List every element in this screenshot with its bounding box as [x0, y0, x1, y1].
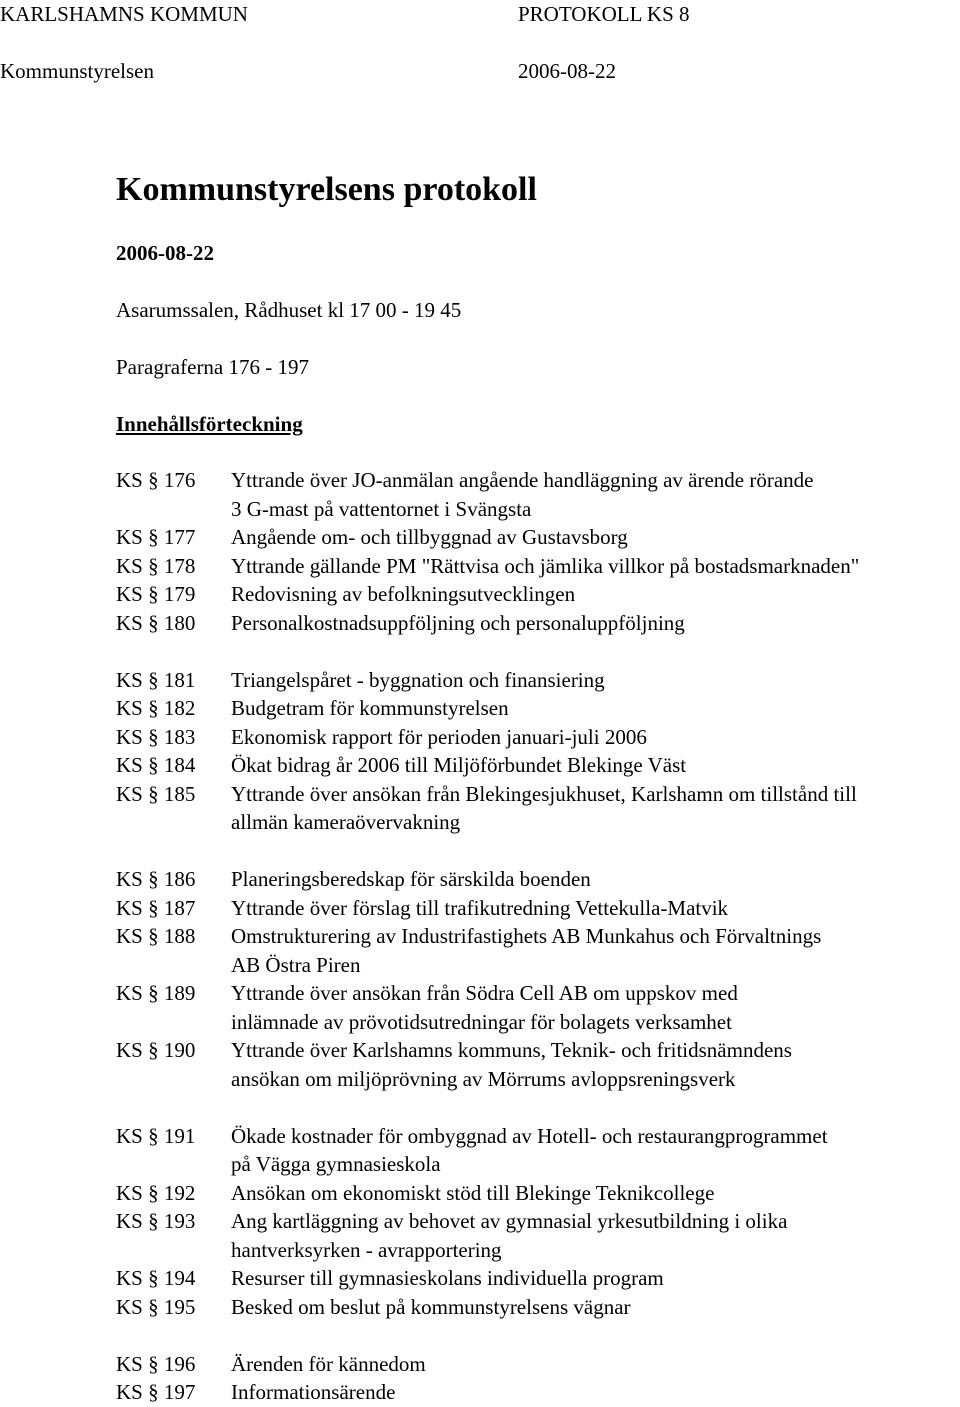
toc-text: Yttrande gällande PM "Rättvisa och jämlika villkor på bostadsmarknaden" [231, 553, 860, 578]
toc-number: KS § 186 [116, 867, 196, 891]
toc-text: Redovisning av befolkningsutvecklingen [231, 582, 576, 606]
toc-item-177 [116, 523, 960, 552]
toc-item-190 [116, 1036, 960, 1093]
toc-number: KS § 192 [116, 1180, 196, 1205]
toc-text: Triangelspåret - byggnation och finansiering [231, 667, 605, 692]
header-date: 2006-08-22 [518, 59, 616, 83]
toc-number: KS § 176 [116, 468, 196, 492]
toc-heading: Innehållsförteckning [116, 412, 303, 436]
toc-item-196 [116, 1350, 960, 1379]
toc-item-187 [116, 894, 960, 923]
table-of-contents [116, 466, 960, 1407]
toc-item-186 [116, 865, 960, 894]
toc-number: KS § 184 [116, 753, 196, 777]
body-name: Kommunstyrelsen [0, 59, 154, 83]
toc-item-191 [116, 1122, 960, 1179]
toc-text: Ang kartläggning av behovet av gymnasial yrkesutbildning i olika hantverksyrken - avrapportering [231, 1209, 788, 1262]
toc-text: Yttrande över Karlshamns kommuns, Teknik- och fritidsnämndens ansökan om miljöprövning av Mörrums avloppsreningsverk [231, 1038, 792, 1091]
toc-text: Planeringsberedskap för särskilda boenden [231, 867, 591, 891]
toc-text: Personalkostnadsuppföljning och personaluppföljning [231, 610, 685, 635]
toc-number: KS § 183 [116, 724, 196, 749]
toc-number: KS § 191 [116, 1123, 196, 1148]
toc-number: KS § 179 [116, 582, 196, 606]
toc-item-182 [116, 694, 960, 723]
toc-text: Budgetram för kommunstyrelsen [231, 696, 509, 720]
meeting-location: Asarumssalen, Rådhuset kl 17 00 - 19 45 [116, 298, 462, 322]
toc-number: KS § 190 [116, 1038, 196, 1062]
toc-item-194 [116, 1264, 960, 1293]
toc-text: Angående om- och tillbyggnad av Gustavsborg [231, 525, 628, 549]
toc-number: KS § 189 [116, 981, 196, 1005]
toc-number: KS § 180 [116, 610, 196, 635]
toc-text: Resurser till gymnasieskolans individuella program [231, 1266, 664, 1290]
toc-text: Omstrukturering av Industrifastighets AB Munkahus och Förvaltnings AB Östra Piren [231, 924, 822, 977]
toc-item-176 [116, 466, 960, 523]
toc-text: Yttrande över ansökan från Södra Cell AB om uppskov med inlämnade av prövotidsutredningar för bolagets verksamhet [231, 981, 738, 1034]
paragraph-range: Paragraferna 176 - 197 [116, 355, 309, 379]
protocol-label: PROTOKOLL KS 8 [518, 2, 690, 26]
toc-item-188 [116, 922, 960, 979]
toc-item-184 [116, 751, 960, 780]
toc-number: KS § 195 [116, 1294, 196, 1319]
toc-number: KS § 177 [116, 525, 196, 549]
toc-number: KS § 188 [116, 924, 196, 948]
toc-number: KS § 185 [116, 781, 196, 806]
toc-text: Yttrande över förslag till trafikutredning Vettekulla-Matvik [231, 895, 729, 920]
toc-item-181 [116, 666, 960, 695]
toc-text: Ärenden för kännedom [231, 1351, 426, 1376]
toc-number: KS § 187 [116, 895, 196, 920]
organization-name: KARLSHAMNS KOMMUN [0, 2, 248, 26]
toc-text: Yttrande över JO-anmälan angående handläggning av ärende rörande 3 G-mast på vattentornet i Svängsta [231, 468, 814, 521]
meeting-date: 2006-08-22 [116, 241, 214, 265]
toc-number: KS § 193 [116, 1209, 196, 1233]
toc-number: KS § 196 [116, 1351, 196, 1376]
toc-number: KS § 181 [116, 667, 196, 692]
toc-item-178 [116, 552, 960, 581]
toc-item-185 [116, 780, 960, 837]
document-header-top [0, 1, 690, 27]
toc-number: KS § 182 [116, 696, 196, 720]
toc-number: KS § 197 [116, 1380, 196, 1404]
toc-item-195 [116, 1293, 960, 1322]
toc-text: Informationsärende [231, 1380, 396, 1404]
toc-item-193 [116, 1207, 960, 1264]
toc-item-183 [116, 723, 960, 752]
toc-text: Besked om beslut på kommunstyrelsens vägnar [231, 1294, 631, 1319]
toc-item-197 [116, 1378, 960, 1407]
toc-item-192 [116, 1179, 960, 1208]
toc-number: KS § 178 [116, 553, 196, 578]
toc-item-179 [116, 580, 960, 609]
toc-number: KS § 194 [116, 1266, 196, 1290]
toc-text: Ökat bidrag år 2006 till Miljöförbundet Blekinge Väst [231, 753, 687, 777]
toc-text: Ekonomisk rapport för perioden januari-juli 2006 [231, 724, 647, 749]
toc-item-189 [116, 979, 960, 1036]
toc-text: Ökade kostnader för ombyggnad av Hotell- och restaurangprogrammet på Vägga gymnasieskola [231, 1123, 828, 1176]
toc-item-180 [116, 609, 960, 638]
toc-text: Ansökan om ekonomiskt stöd till Blekinge Teknikcollege [231, 1180, 715, 1205]
toc-text: Yttrande över ansökan från Blekingesjukhuset, Karlshamn om tillstånd till allmän kameraövervakning [231, 781, 857, 834]
document-header-sub [0, 58, 616, 84]
page-title: Kommunstyrelsens protokoll [116, 171, 537, 208]
